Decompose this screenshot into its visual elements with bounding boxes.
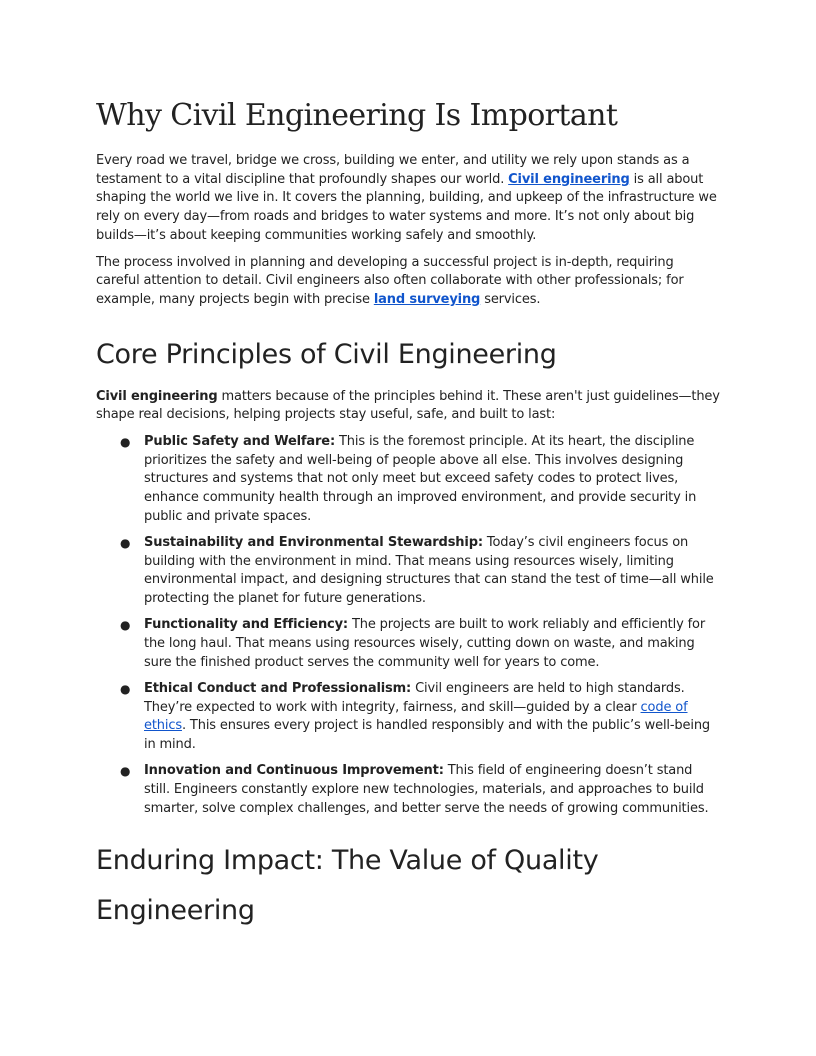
principles-list: [96, 433, 720, 818]
page-title: Why Civil Engineering Is Important: [96, 98, 618, 133]
list-item: ● Functionality and Efficiency: The projects are built to work reliably and efficiently for the long haul. That means using resources wisely, cutting down on waste, and making sure the finished product serves the community well for years to come.: [120, 617, 706, 670]
civil-engineering-link[interactable]: Civil engineering: [508, 171, 630, 187]
list-item: ● Innovation and Continuous Improvement: This field of engineering doesn’t stand still. Engineers constantly explore new technologies, materials, and approaches to build smarter, solve complex challenges, and better serve the needs of growing communities.: [120, 763, 709, 816]
bullet-icon: ●: [120, 435, 131, 450]
list-item: ● Sustainability and Environmental Stewardship: Today’s civil engineers focus on building with the environment in mind. That means using resources wisely, limiting environmental impact, and designing structures that can stand the test of time—all while protecting the planet for future generations.: [120, 535, 714, 607]
land-surveying-link[interactable]: land surveying: [373, 291, 481, 307]
bullet-icon: ●: [120, 618, 131, 633]
core-principles-intro: Civil engineering matters because of the principles behind it. These aren't just guidelines—they shape real decisions, helping projects stay useful, safe, and built to last:: [96, 388, 720, 423]
code-of-ethics-link[interactable]: code of ethics: [144, 699, 688, 734]
list-item: ● Ethical Conduct and Professionalism: Civil engineers are held to high standards. They’re expected to work with integrity, fairness, and skill—guided by a clear code of ethics. This ensures every project is handled responsibly and with the public’s well-being in mind.: [120, 680, 711, 753]
intro-paragraph-2: The process involved in planning and developing a successful project is in-depth, requiring careful attention to detail. Civil engineers also often collaborate with other professionals; for example, many projects begin with precise land surveying services.: [96, 254, 684, 307]
bullet-icon: ●: [120, 681, 131, 696]
core-principles-heading: Core Principles of Civil Engineering: [96, 338, 557, 370]
list-item: ● Public Safety and Welfare: This is the foremost principle. At its heart, the discipline prioritizes the safety and well-being of people above all else. This involves designing structures and systems that not only meet but exceed safety codes to protect lives, enhance community health through an improved environment, and provide security in public and private spaces.: [120, 434, 697, 524]
enduring-impact-heading: Enduring Impact: The Value of Quality Engineering: [96, 845, 599, 927]
intro-paragraph-1: Every road we travel, bridge we cross, building we enter, and utility we rely upon stands as a testament to a vital discipline that profoundly shapes our world. Civil engineering is all about shaping the world we live in. It covers the planning, building, and upkeep of the infrastructure we rely on every day—from roads and bridges to water systems and more. It’s not only about big builds—it’s about keeping communities working safely and smoothly.: [96, 153, 717, 243]
bullet-icon: ●: [120, 536, 131, 551]
bullet-icon: ●: [120, 764, 131, 779]
